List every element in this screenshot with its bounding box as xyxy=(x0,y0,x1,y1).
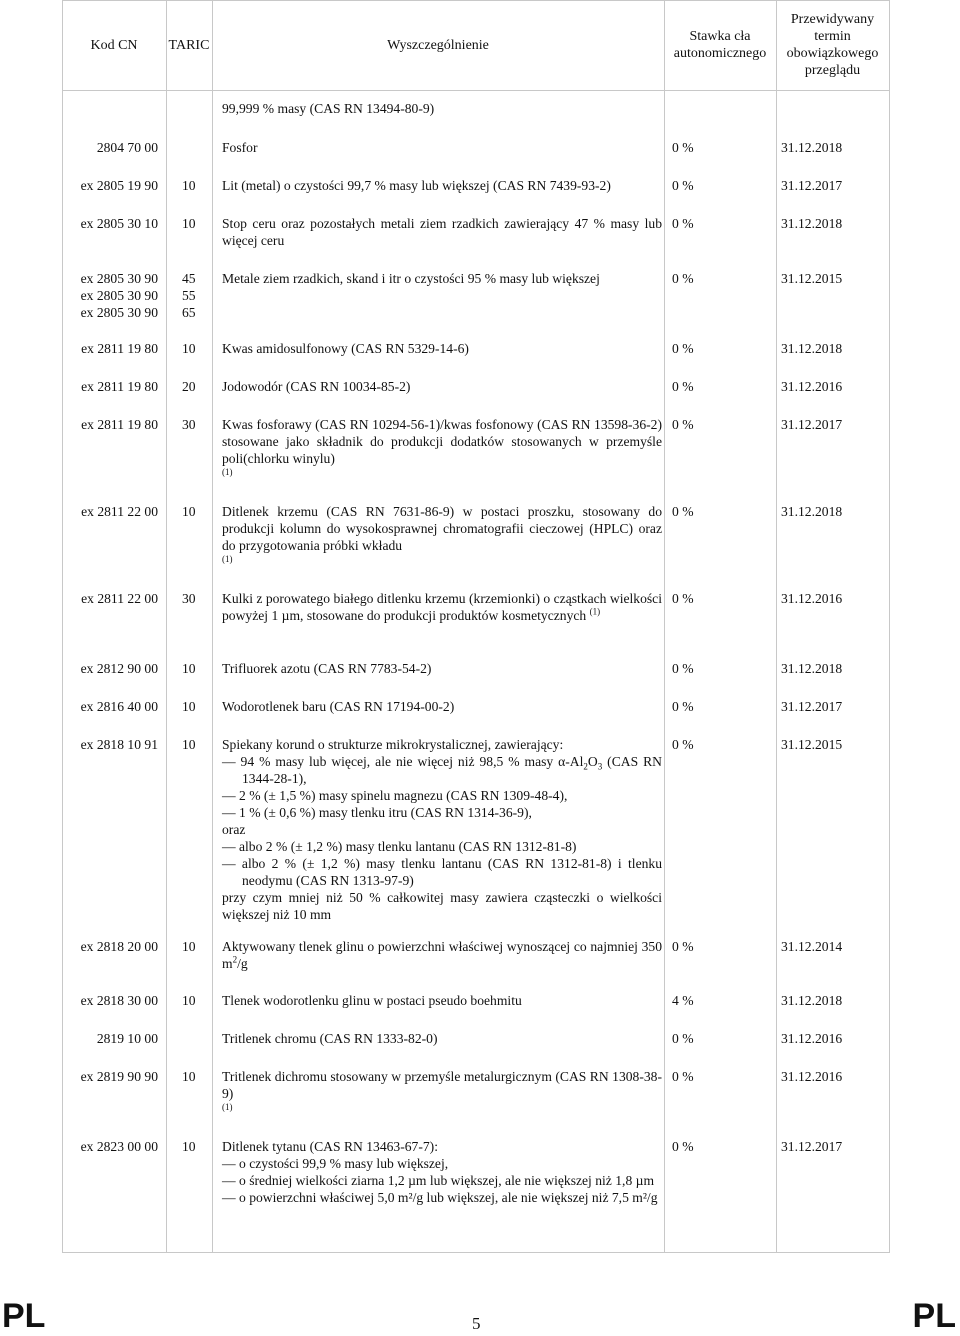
taric-code: 10 xyxy=(182,216,196,231)
kod-cn: ex 2818 10 91 xyxy=(80,737,158,752)
taric-code: 10 xyxy=(182,661,196,676)
header-date-line1: Przewidywany xyxy=(790,12,875,27)
description-intro: Ditlenek tytanu (CAS RN 13463-67-7): xyxy=(222,1139,438,1154)
kod-cn: ex 2823 00 00 xyxy=(80,1139,158,1154)
description: Kwas fosforawy (CAS RN 10294-56-1)/kwas fosfonowy (CAS RN 13598-36-2) stosowane jako składnik do produkcji dodatków stosowanych w przemyśle poli(chlorku winylu) xyxy=(222,417,662,466)
header-description: Wyszczególnienie xyxy=(387,37,489,53)
review-date: 31.12.2018 xyxy=(781,140,843,155)
review-date: 31.12.2016 xyxy=(781,1031,843,1046)
list-item: — albo 2 % (± 1,2 %) masy tlenku lantanu (CAS RN 1312-81-8) xyxy=(222,839,577,854)
kod-cn: ex 2805 30 90 xyxy=(80,271,158,286)
review-date: 31.12.2017 xyxy=(781,178,843,193)
review-date: 31.12.2016 xyxy=(781,591,843,606)
review-date: 31.12.2018 xyxy=(781,341,843,356)
description: Stop ceru oraz pozostałych metali ziem rzadkich zawierający 47 % masy lub więcej ceru xyxy=(222,216,662,248)
header-review-date xyxy=(776,0,889,90)
taric-code: 45 xyxy=(182,271,196,286)
footnote-ref: (1) xyxy=(222,554,233,564)
kod-cn: ex 2811 19 80 xyxy=(81,417,158,432)
review-date: 31.12.2018 xyxy=(781,993,843,1008)
header-rate-line1: Stawka cła xyxy=(689,29,751,44)
taric-code: 10 xyxy=(182,1069,196,1084)
subscript: 3 xyxy=(597,761,603,772)
description: Metale ziem rzadkich, skand i itr o czystości 95 % masy lub większej xyxy=(222,271,600,286)
kod-cn: 2804 70 00 xyxy=(96,140,158,155)
taric-code: 10 xyxy=(182,1139,196,1154)
description: Aktywowany tlenek glinu o powierzchni właściwej wynoszącej co najmniej 350 m xyxy=(222,939,662,971)
footnote-ref: (1) xyxy=(589,606,601,617)
kod-cn: ex 2805 19 90 xyxy=(80,178,158,193)
review-date: 31.12.2017 xyxy=(781,699,843,714)
review-date: 31.12.2018 xyxy=(781,661,843,676)
description-cell xyxy=(222,416,662,478)
list-item-text: — 94 % masy lub więcej, ale nie więcej niż 98,5 % masy α-Al xyxy=(222,754,584,769)
taric-code: 30 xyxy=(182,591,196,606)
taric-code: 10 xyxy=(182,341,196,356)
taric-code: 65 xyxy=(182,305,196,320)
duty-rate: 0 % xyxy=(672,379,694,394)
header-date-line3: obowiązkowego xyxy=(786,46,879,61)
header-taric: TARIC xyxy=(168,37,210,53)
kod-cn: ex 2811 22 00 xyxy=(81,591,158,606)
description: Tritlenek dichromu stosowany w przemyśle metalurgicznym (CAS RN 1308-38-9) xyxy=(222,1069,662,1101)
page-number: 5 xyxy=(472,1314,481,1333)
description: Kulki z porowatego białego ditlenku krzemu (krzemionki) o cząstkach wielkości powyżej 1 µm, stosowane do produkcji produktów kosmetycznych xyxy=(222,591,662,623)
duty-rate: 0 % xyxy=(672,1031,694,1046)
description: Jodowodór (CAS RN 10034-85-2) xyxy=(222,379,411,394)
kod-cn: 2819 10 00 xyxy=(96,1031,158,1046)
description: Kwas amidosulfonowy (CAS RN 5329-14-6) xyxy=(222,341,469,356)
kod-cn: ex 2811 22 00 xyxy=(81,504,158,519)
description: Lit (metal) o czystości 99,7 % masy lub większej (CAS RN 7439-93-2) xyxy=(222,178,611,193)
kod-cn: ex 2818 20 00 xyxy=(80,939,158,954)
description-cell xyxy=(222,938,662,972)
review-date: 31.12.2015 xyxy=(781,737,843,752)
taric-code: 30 xyxy=(182,417,196,432)
list-item-text: O xyxy=(587,754,598,769)
duty-rate: 0 % xyxy=(672,178,694,193)
footnote-ref: (1) xyxy=(222,1102,233,1112)
duty-rate: 0 % xyxy=(672,216,694,231)
kod-cn-group xyxy=(62,270,158,321)
list-item: — o średniej wielkości ziarna 1,2 µm lub większej, ale nie większej niż 1,8 µm xyxy=(222,1173,655,1188)
header-rate-line2: autonomicznego xyxy=(673,46,767,61)
description-intro: Spiekany korund o strukturze mikrokrystalicznej, zawierający: xyxy=(222,737,564,752)
kod-cn: ex 2818 30 00 xyxy=(80,993,158,1008)
conjunction: oraz xyxy=(222,822,246,837)
taric-code: 10 xyxy=(182,178,196,193)
duty-rate: 0 % xyxy=(672,417,694,432)
header-date-line4: przeglądu xyxy=(804,63,861,78)
description-outro: przy czym mniej niż 50 % całkowitej masy zawiera cząsteczki o wielkości większej niż 10 mm xyxy=(222,890,662,922)
description: 99,999 % masy (CAS RN 13494-80-9) xyxy=(222,101,435,116)
header-date-line2: termin xyxy=(814,29,851,44)
kod-cn: ex 2805 30 90 xyxy=(80,305,158,320)
footnote-ref: (1) xyxy=(222,467,233,477)
review-date: 31.12.2018 xyxy=(781,504,843,519)
footer-language-right: PL xyxy=(912,1297,956,1335)
duty-rate: 0 % xyxy=(672,341,694,356)
subscript: 2 xyxy=(583,761,588,772)
taric-code: 10 xyxy=(182,737,196,752)
review-date: 31.12.2017 xyxy=(781,1139,843,1154)
kod-cn: ex 2805 30 90 xyxy=(80,288,158,303)
description: Ditlenek krzemu (CAS RN 7631-86-9) w postaci proszku, stosowany do produkcji kolumn do wysokosprawnej chromatografii cieczowej (HPLC) oraz do przygotowania próbki wkładu xyxy=(222,504,662,553)
kod-cn: ex 2819 90 90 xyxy=(80,1069,158,1084)
list-item: — albo 2 % (± 1,2 %) masy tlenku lantanu (CAS RN 1312-81-8) i tlenku neodymu (CAS RN 1313-97-9) xyxy=(222,856,662,888)
kod-cn: ex 2812 90 00 xyxy=(80,661,158,676)
list-item xyxy=(222,753,662,787)
description: Tlenek wodorotlenku glinu w postaci pseudo boehmitu xyxy=(222,993,522,1008)
duty-rate: 0 % xyxy=(672,140,694,155)
superscript: 2 xyxy=(232,954,238,965)
header-rate xyxy=(664,0,776,90)
list-item: — o czystości 99,9 % masy lub większej, xyxy=(222,1156,449,1171)
review-date: 31.12.2018 xyxy=(781,216,843,231)
kod-cn: ex 2811 19 80 xyxy=(81,379,158,394)
footer-language-left: PL xyxy=(2,1297,46,1335)
review-date: 31.12.2017 xyxy=(781,417,843,432)
list-item: — o powierzchni właściwej 5,0 m²/g lub większej, ale nie większej niż 7,5 m²/g xyxy=(222,1190,658,1205)
taric-code: 20 xyxy=(182,379,196,394)
kod-cn: ex 2805 30 10 xyxy=(80,216,158,231)
duty-rate: 0 % xyxy=(672,737,694,752)
description: Trifluorek azotu (CAS RN 7783-54-2) xyxy=(222,661,432,676)
taric-code: 10 xyxy=(182,504,196,519)
review-date: 31.12.2016 xyxy=(781,379,843,394)
taric-code: 10 xyxy=(182,993,196,1008)
duty-rate: 0 % xyxy=(672,1139,694,1154)
header-kod-cn: Kod CN xyxy=(90,37,138,53)
list-item-text: (CAS RN 1344-28-1), xyxy=(242,754,662,786)
kod-cn: ex 2811 19 80 xyxy=(81,341,158,356)
taric-code: 10 xyxy=(182,699,196,714)
taric-code: 55 xyxy=(182,288,196,303)
duty-rate: 0 % xyxy=(672,591,694,606)
duty-rate: 0 % xyxy=(672,939,694,954)
duty-rate: 0 % xyxy=(672,271,694,286)
duty-rate: 0 % xyxy=(672,1069,694,1084)
description: Wodorotlenek baru (CAS RN 17194-00-2) xyxy=(222,699,455,714)
taric-group xyxy=(182,270,212,321)
description-cell xyxy=(222,736,662,923)
duty-rate: 0 % xyxy=(672,699,694,714)
description: Tritlenek chromu (CAS RN 1333-82-0) xyxy=(222,1031,438,1046)
description-cell xyxy=(222,1068,662,1113)
review-date: 31.12.2016 xyxy=(781,1069,843,1084)
review-date: 31.12.2014 xyxy=(781,939,843,954)
list-item: — 2 % (± 1,5 %) masy spinelu magnezu (CAS RN 1309-48-4), xyxy=(222,788,568,803)
duty-rate: 0 % xyxy=(672,661,694,676)
taric-code: 10 xyxy=(182,939,196,954)
review-date: 31.12.2015 xyxy=(781,271,843,286)
description-cell xyxy=(222,1138,662,1206)
kod-cn: ex 2816 40 00 xyxy=(80,699,158,714)
list-item: — 1 % (± 0,6 %) masy tlenku itru (CAS RN 1314-36-9), xyxy=(222,805,532,820)
description-cell xyxy=(222,503,662,565)
description: Fosfor xyxy=(222,140,258,155)
description-unit: /g xyxy=(237,956,248,971)
duty-rate: 4 % xyxy=(672,993,694,1008)
description-cell xyxy=(222,590,662,624)
duty-rate: 0 % xyxy=(672,504,694,519)
